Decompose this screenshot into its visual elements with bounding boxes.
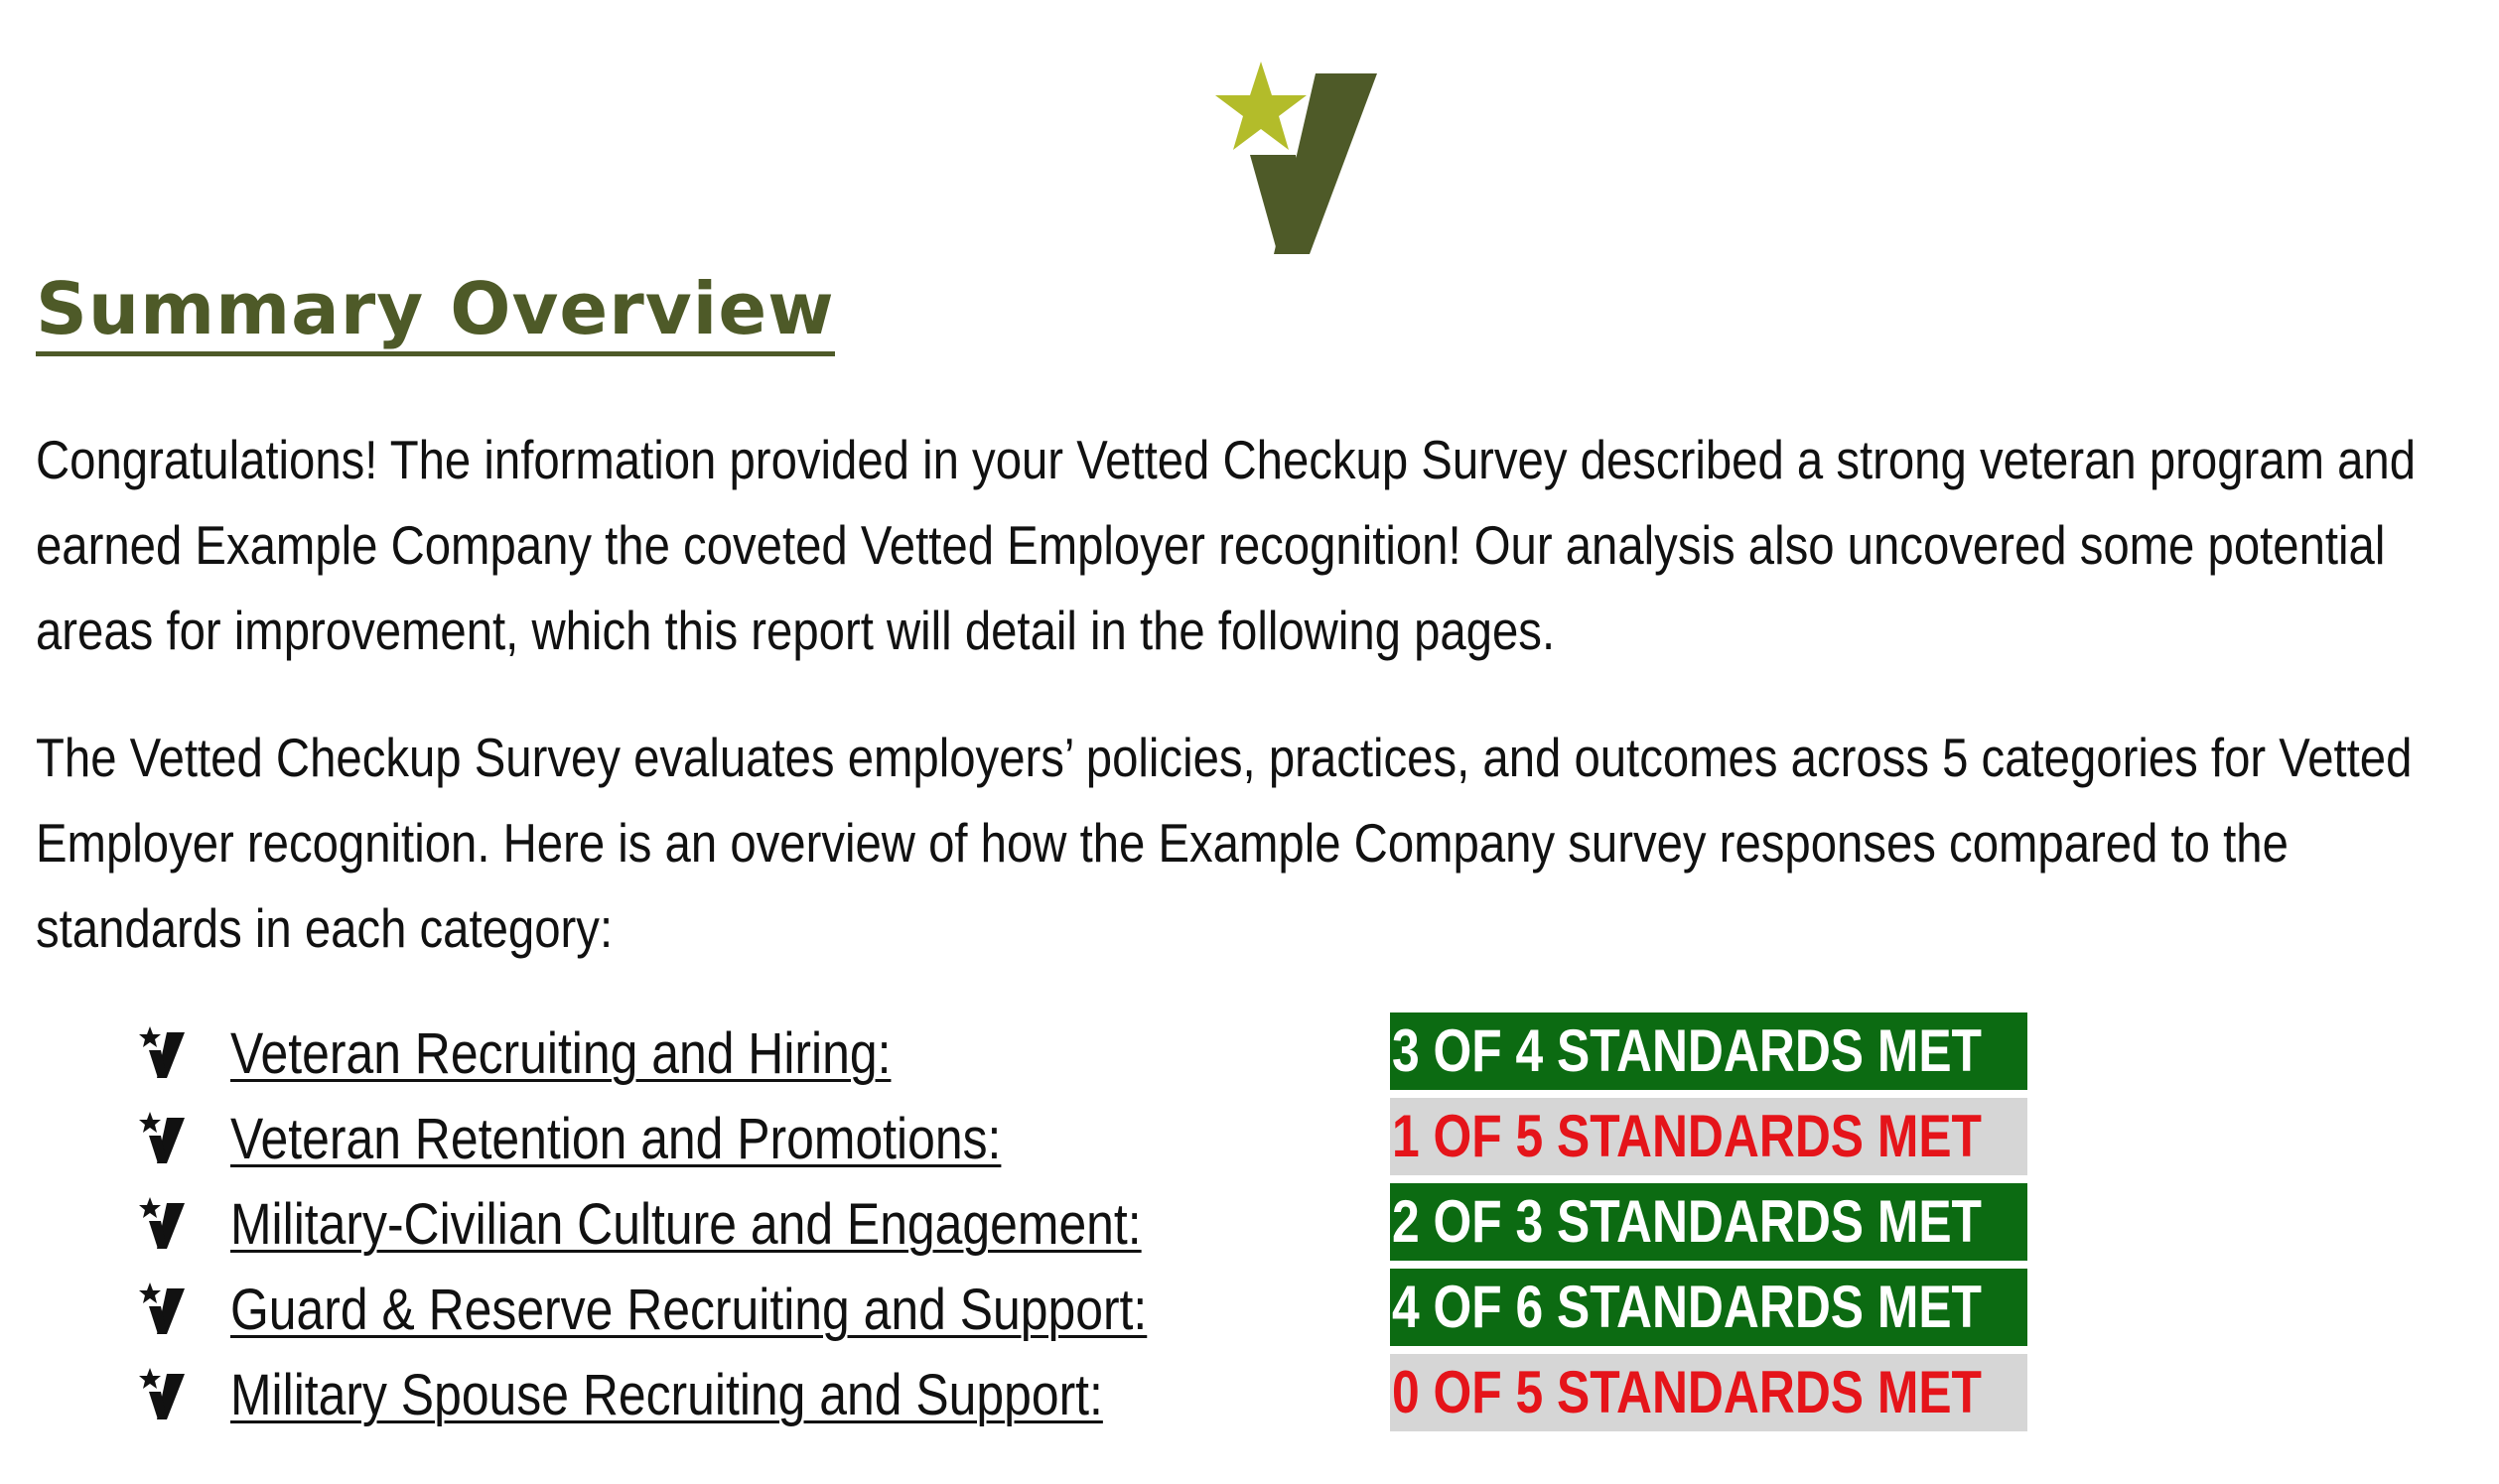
status-badge xyxy=(1390,1354,2027,1431)
vetted-star-v-logo-icon xyxy=(1206,60,1385,258)
list-item xyxy=(0,1012,2499,1098)
vetted-bullet-icon xyxy=(139,1368,187,1419)
status-badge xyxy=(1390,1098,2027,1175)
list-item xyxy=(0,1354,2499,1439)
intro-paragraph: Congratulations! The information provided in your Vetted Checkup Survey described a strong veteran program and earned Example Company the coveted Vetted Employer recognition! Our analysis also uncovered some potential areas for improvement, which this report will detail in the following pages. xyxy=(36,429,2417,661)
overview-paragraph: The Vetted Checkup Survey evaluates employers’ policies, practices, and outcomes across 5 categories for Vetted Employer recognition. Here is an overview of how the Example Company survey responses compared to the standards in each category: xyxy=(36,727,2413,959)
status-badge xyxy=(1390,1269,2027,1346)
status-badge-text: 0 OF 5 STANDARDS MET xyxy=(1392,1359,1982,1425)
list-item xyxy=(0,1269,2499,1354)
status-badge-text: 3 OF 4 STANDARDS MET xyxy=(1392,1017,1982,1084)
vetted-bullet-icon xyxy=(139,1112,187,1163)
vetted-bullet-icon xyxy=(139,1026,187,1078)
category-label: Guard & Reserve Recruiting and Support: xyxy=(230,1278,1148,1342)
status-badge xyxy=(1390,1012,2027,1090)
page-title: Summary Overview xyxy=(36,266,835,356)
status-badge-text: 4 OF 6 STANDARDS MET xyxy=(1392,1274,1982,1340)
vetted-bullet-icon xyxy=(139,1197,187,1249)
category-label: Veteran Retention and Promotions: xyxy=(230,1107,1002,1171)
category-label: Military Spouse Recruiting and Support: xyxy=(230,1363,1103,1427)
vetted-bullet-icon xyxy=(139,1282,187,1334)
list-item xyxy=(0,1183,2499,1269)
list-item xyxy=(0,1098,2499,1183)
status-badge-text: 1 OF 5 STANDARDS MET xyxy=(1392,1103,1982,1169)
status-badge xyxy=(1390,1183,2027,1261)
status-badge-text: 2 OF 3 STANDARDS MET xyxy=(1392,1188,1982,1255)
category-label: Veteran Recruiting and Hiring: xyxy=(230,1021,892,1086)
category-label: Military-Civilian Culture and Engagement: xyxy=(230,1192,1142,1257)
